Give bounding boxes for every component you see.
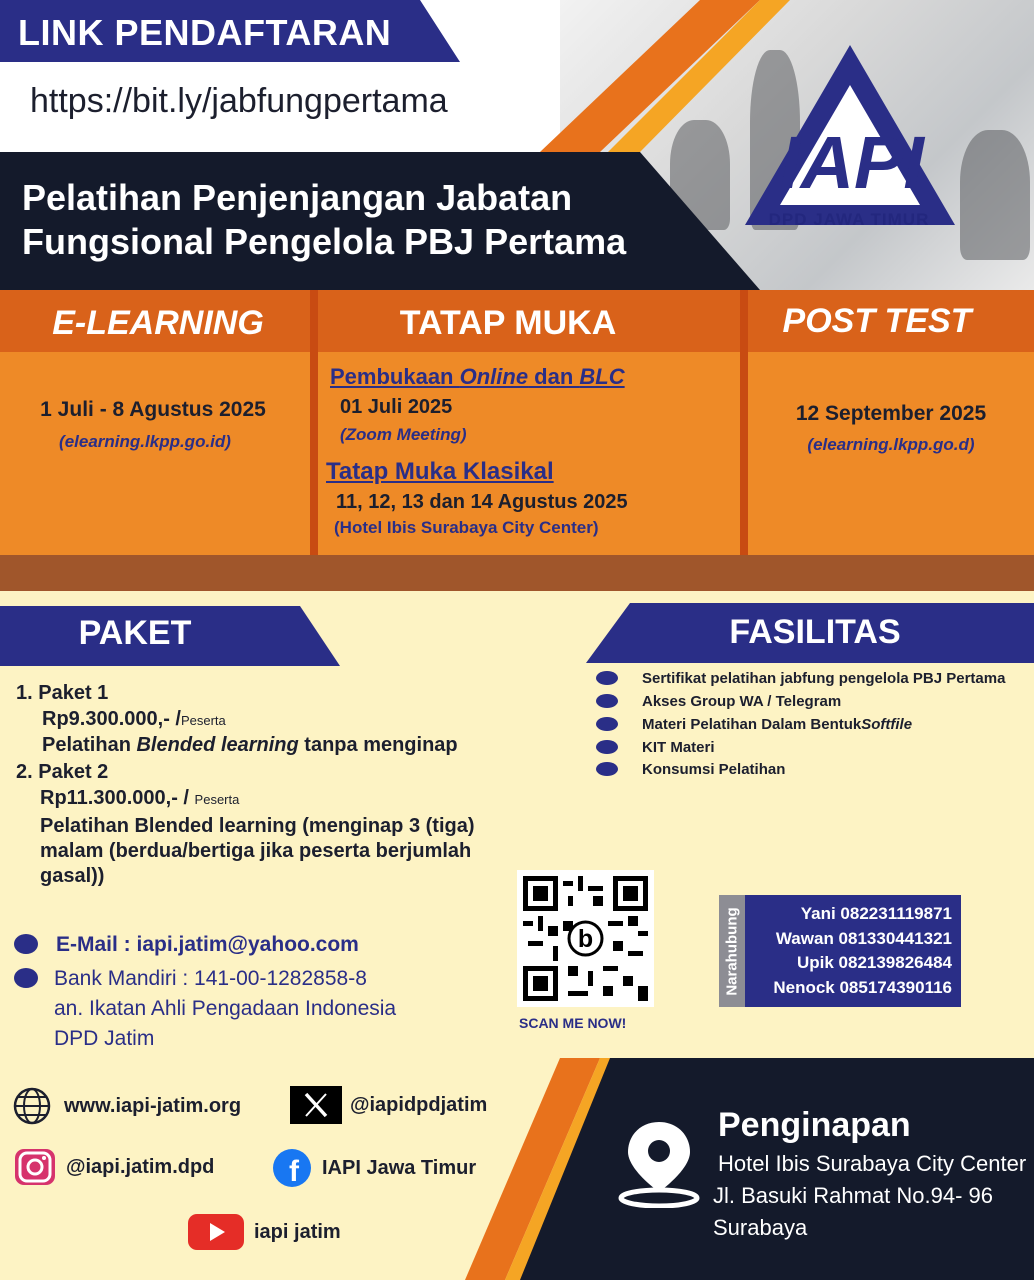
fasilitas-item: Sertifikat pelatihan jabfung pengelola PBJ Pertama (596, 667, 1034, 689)
logo-caption: DPD JAWA TIMUR (768, 210, 930, 229)
bullet-icon (596, 671, 618, 685)
contact-person[interactable]: Upik 082139826484 (796, 953, 952, 972)
page-title (22, 176, 662, 264)
paket2-price: Rp11.300.000,- / Peserta (40, 787, 240, 809)
schedule-section (0, 290, 1034, 558)
lodging-city: Surabaya (713, 1215, 808, 1240)
x-link[interactable]: @iapidpdjatim (290, 1086, 487, 1124)
posttest-date: 12 September 2025 (795, 402, 987, 425)
lodging-address: Jl. Basuki Rahmat No.94- 96 (713, 1183, 994, 1208)
contact-person[interactable]: Wawan 081330441321 (775, 929, 952, 948)
contact-person[interactable]: Yani 082231119871 (800, 904, 952, 923)
fasilitas-item: KIT Materi (596, 736, 1034, 758)
bullet-icon (14, 934, 38, 954)
column-divider (740, 290, 748, 555)
bullet-icon (596, 694, 618, 708)
bank-branch: DPD Jatim (54, 1027, 155, 1050)
bank-holder: an. Ikatan Ahli Pengadaan Indonesia (54, 997, 397, 1020)
paket1-title: 1. Paket 1 (16, 682, 109, 704)
posttest-site[interactable]: (elearning.lkpp.go.d) (807, 435, 975, 454)
fasilitas-item: Materi Pelatihan Dalam Bentuk Softfile (596, 713, 1034, 735)
paket-heading: PAKET (78, 614, 192, 652)
classic-date: 11, 12, 13 dan 14 Agustus 2025 (336, 491, 628, 513)
paket1-price: Rp9.300.000,- /Peserta (42, 708, 226, 730)
classic-title: Tatap Muka Klasikal (326, 458, 554, 485)
bullet-icon (596, 740, 618, 754)
narahubung-label: Narahubung (723, 906, 741, 996)
qr-icon (523, 876, 648, 1001)
opening-title: Pembukaan Online dan BLC (330, 364, 625, 389)
youtube-icon (186, 1212, 246, 1252)
fasilitas-heading: FASILITAS (729, 613, 901, 651)
x-icon (290, 1086, 342, 1124)
logo-text: IAPI (780, 121, 924, 204)
facebook-link[interactable]: f IAPI Jawa Timur (270, 1148, 476, 1188)
email[interactable]: E-Mail : iapi.jatim@yahoo.com (56, 933, 359, 956)
lodging-hotel: Hotel Ibis Surabaya City Center (718, 1151, 1027, 1176)
instagram-icon (12, 1148, 58, 1186)
title-line: Fungsional Pengelola PBJ Pertama (22, 221, 627, 262)
bullet-icon (596, 717, 618, 731)
paket1-desc: Pelatihan Blended learning tanpa menginap (42, 734, 458, 756)
contact-person[interactable]: Nenock 085174390116 (773, 978, 952, 997)
paket2-desc-line: gasal)) (40, 865, 105, 887)
qr-code[interactable] (517, 870, 654, 1007)
registration-link[interactable]: https://bit.ly/jabfungpertama (30, 82, 448, 120)
globe-icon (8, 1086, 56, 1126)
lodging-heading: Penginapan (718, 1106, 911, 1144)
bullet-icon (596, 762, 618, 776)
youtube-link[interactable]: iapi jatim (186, 1212, 341, 1252)
classic-place: (Hotel Ibis Surabaya City Center) (334, 518, 599, 537)
bullet-icon (14, 968, 38, 988)
qr-caption: SCAN ME NOW! (519, 1015, 627, 1031)
opening-via: (Zoom Meeting) (340, 425, 467, 444)
facebook-icon (270, 1148, 314, 1188)
paket2-title: 2. Paket 2 (16, 761, 109, 783)
svg-text:b: b (577, 925, 594, 953)
paket2-desc-line: Pelatihan Blended learning (menginap 3 (tiga) (40, 815, 475, 837)
title-line: Pelatihan Penjenjangan Jabatan (22, 177, 573, 218)
fasilitas-item: Akses Group WA / Telegram (596, 690, 1034, 712)
elearning-heading: E-LEARNING (52, 304, 264, 342)
location-pin-icon (618, 1118, 700, 1208)
tatapmuka-heading: TATAP MUKA (399, 304, 617, 342)
svg-text:f: f (289, 1155, 299, 1188)
posttest-heading: POST TEST (782, 302, 972, 340)
bank-account: Bank Mandiri : 141-00-1282858-8 (54, 967, 367, 990)
opening-date: 01 Juli 2025 (340, 396, 453, 418)
elearning-site[interactable]: (elearning.lkpp.go.id) (59, 432, 231, 451)
paket2-desc-line: malam (berdua/bertiga jika peserta berjumlah (40, 840, 472, 862)
link-title: LINK PENDAFTARAN (18, 12, 392, 53)
instagram-link[interactable]: @iapi.jatim.dpd (12, 1148, 214, 1186)
website-link[interactable]: www.iapi-jatim.org (8, 1086, 241, 1126)
elearning-date: 1 Juli - 8 Agustus 2025 (40, 398, 266, 421)
elearning-body (0, 352, 310, 555)
divider-band (0, 555, 1034, 591)
fasilitas-item: Konsumsi Pelatihan (596, 758, 1034, 780)
